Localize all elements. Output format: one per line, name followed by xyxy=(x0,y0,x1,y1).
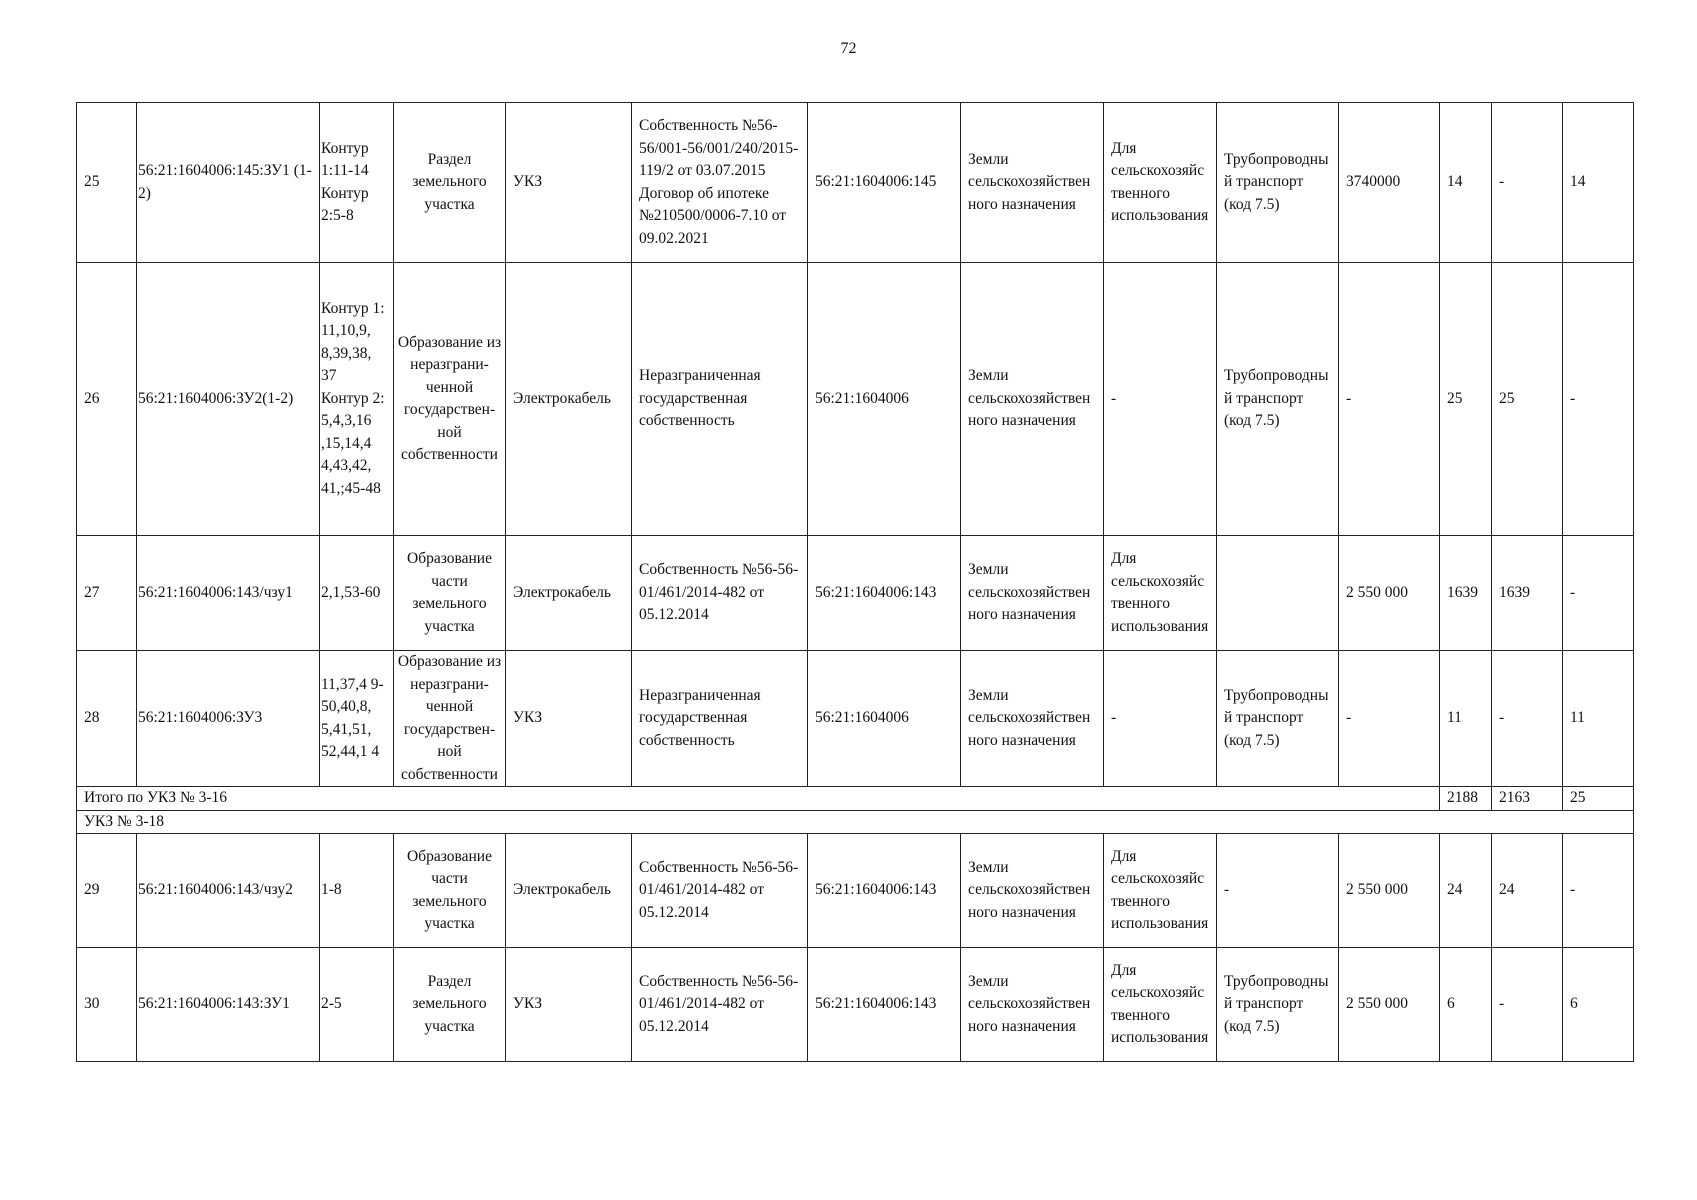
table-row xyxy=(77,263,1634,536)
row-number: 28 xyxy=(77,651,137,787)
contour-points: Контур 1:11-14 Контур 2:5-8 xyxy=(320,103,394,263)
area-permanent: 11 xyxy=(1563,651,1634,787)
cadastral-number: 56:21:1604006:143:ЗУ1 xyxy=(137,948,320,1062)
total-row xyxy=(77,787,1634,811)
land-category: Земли сельскохозяйственного назначения xyxy=(961,103,1104,263)
source-parcel: 56:21:1604006 xyxy=(808,651,961,787)
ownership-right: Собственность №56-56-01/461/2014-482 от 05.12.2014 xyxy=(632,834,808,948)
cadastral-cost: 3740000 xyxy=(1339,103,1440,263)
row-number: 26 xyxy=(77,263,137,536)
cadastral-number: 56:21:1604006:ЗУ3 xyxy=(137,651,320,787)
formation-method: Раздел земельного участка xyxy=(394,948,506,1062)
total-area: 2188 xyxy=(1440,787,1492,811)
formation-method: Образование части земельного участка xyxy=(394,536,506,651)
table-row xyxy=(77,834,1634,948)
formation-method: Раздел земельного участка xyxy=(394,103,506,263)
source-parcel: 56:21:1604006:145 xyxy=(808,103,961,263)
permitted-use: - xyxy=(1104,263,1217,536)
area-temporary: 25 xyxy=(1492,263,1563,536)
cadastral-cost: 2 550 000 xyxy=(1339,536,1440,651)
ownership-right: Собственность №56-56-01/461/2014-482 от 05.12.2014 xyxy=(632,536,808,651)
area-temporary: - xyxy=(1492,103,1563,263)
permitted-use: Для сельскохозяйственного использования xyxy=(1104,536,1217,651)
total-area-permanent: 25 xyxy=(1563,787,1634,811)
land-category: Земли сельскохозяйственного назначения xyxy=(961,834,1104,948)
permitted-use: Для сельскохозяйственного использования xyxy=(1104,948,1217,1062)
total-label: Итого по УКЗ № 3-16 xyxy=(77,787,1440,811)
table-row xyxy=(77,103,1634,263)
row-number: 27 xyxy=(77,536,137,651)
land-category: Земли сельскохозяйственного назначения xyxy=(961,263,1104,536)
formation-method: Образование части земельного участка xyxy=(394,834,506,948)
area-temporary: - xyxy=(1492,948,1563,1062)
vri-code: Трубопроводный транспорт (код 7.5) xyxy=(1217,263,1339,536)
cadastral-number: 56:21:1604006:145:ЗУ1 (1-2) xyxy=(137,103,320,263)
area-permanent: 14 xyxy=(1563,103,1634,263)
row-number: 25 xyxy=(77,103,137,263)
table-row xyxy=(77,948,1634,1062)
area-total: 6 xyxy=(1440,948,1492,1062)
section-label: УКЗ № 3-18 xyxy=(77,810,1634,834)
contour-points: 11,37,4 9-50,40,8, 5,41,51, 52,44,1 4 xyxy=(320,651,394,787)
ownership-right: Неразграниченная государственная собственность xyxy=(632,263,808,536)
source-parcel: 56:21:1604006 xyxy=(808,263,961,536)
contour-points: 2,1,53-60 xyxy=(320,536,394,651)
purpose: Электрокабель xyxy=(506,834,632,948)
cadastral-number: 56:21:1604006:143/чзу1 xyxy=(137,536,320,651)
total-area-temporary: 2163 xyxy=(1492,787,1563,811)
cadastral-cost: - xyxy=(1339,651,1440,787)
area-temporary: - xyxy=(1492,651,1563,787)
permitted-use: Для сельскохозяйственного использования xyxy=(1104,103,1217,263)
area-temporary: 24 xyxy=(1492,834,1563,948)
purpose: УКЗ xyxy=(506,103,632,263)
page-number: 72 xyxy=(840,40,857,57)
section-row xyxy=(77,810,1634,834)
contour-points: 1-8 xyxy=(320,834,394,948)
cadastral-number: 56:21:1604006:ЗУ2(1-2) xyxy=(137,263,320,536)
formation-method: Образование из неразграни-ченной государствен-ной собственности xyxy=(394,263,506,536)
area-permanent: - xyxy=(1563,263,1634,536)
cadastral-cost: 2 550 000 xyxy=(1339,948,1440,1062)
area-permanent: 6 xyxy=(1563,948,1634,1062)
vri-code: Трубопроводный транспорт (код 7.5) xyxy=(1217,651,1339,787)
area-total: 25 xyxy=(1440,263,1492,536)
purpose: Электрокабель xyxy=(506,536,632,651)
purpose: УКЗ xyxy=(506,651,632,787)
vri-code: - xyxy=(1217,834,1339,948)
contour-points: Контур 1: 11,10,9, 8,39,38, 37 Контур 2: 5,4,3,16 ,15,14,4 4,43,42, 41,;45-48 xyxy=(320,263,394,536)
cadastral-cost: - xyxy=(1339,263,1440,536)
cadastral-number: 56:21:1604006:143/чзу2 xyxy=(137,834,320,948)
source-parcel: 56:21:1604006:143 xyxy=(808,536,961,651)
ownership-right: Собственность №56-56-01/461/2014-482 от 05.12.2014 xyxy=(632,948,808,1062)
area-permanent: - xyxy=(1563,834,1634,948)
purpose: Электрокабель xyxy=(506,263,632,536)
area-permanent: - xyxy=(1563,536,1634,651)
land-category: Земли сельскохозяйственного назначения xyxy=(961,651,1104,787)
ownership-right: Собственность №56-56/001-56/001/240/2015-119/2 от 03.07.2015 Договор об ипотеке №210500/0006-7.10 от 09.02.2021 xyxy=(632,103,808,263)
formation-method: Образование из неразграни-ченной государствен-ной собственности xyxy=(394,651,506,787)
row-number: 29 xyxy=(77,834,137,948)
vri-code: Трубопроводный транспорт (код 7.5) xyxy=(1217,103,1339,263)
permitted-use: - xyxy=(1104,651,1217,787)
source-parcel: 56:21:1604006:143 xyxy=(808,834,961,948)
row-number: 30 xyxy=(77,948,137,1062)
table-row xyxy=(77,536,1634,651)
permitted-use: Для сельскохозяйственного использования xyxy=(1104,834,1217,948)
area-temporary: 1639 xyxy=(1492,536,1563,651)
land-parcel-table xyxy=(76,102,1634,1062)
table-row xyxy=(77,651,1634,787)
cadastral-cost: 2 550 000 xyxy=(1339,834,1440,948)
purpose: УКЗ xyxy=(506,948,632,1062)
land-category: Земли сельскохозяйственного назначения xyxy=(961,948,1104,1062)
area-total: 1639 xyxy=(1440,536,1492,651)
vri-code: Трубопроводный транспорт (код 7.5) xyxy=(1217,948,1339,1062)
area-total: 14 xyxy=(1440,103,1492,263)
land-category: Земли сельскохозяйственного назначения xyxy=(961,536,1104,651)
contour-points: 2-5 xyxy=(320,948,394,1062)
source-parcel: 56:21:1604006:143 xyxy=(808,948,961,1062)
area-total: 11 xyxy=(1440,651,1492,787)
area-total: 24 xyxy=(1440,834,1492,948)
ownership-right: Неразграниченная государственная собственность xyxy=(632,651,808,787)
vri-code xyxy=(1217,536,1339,651)
